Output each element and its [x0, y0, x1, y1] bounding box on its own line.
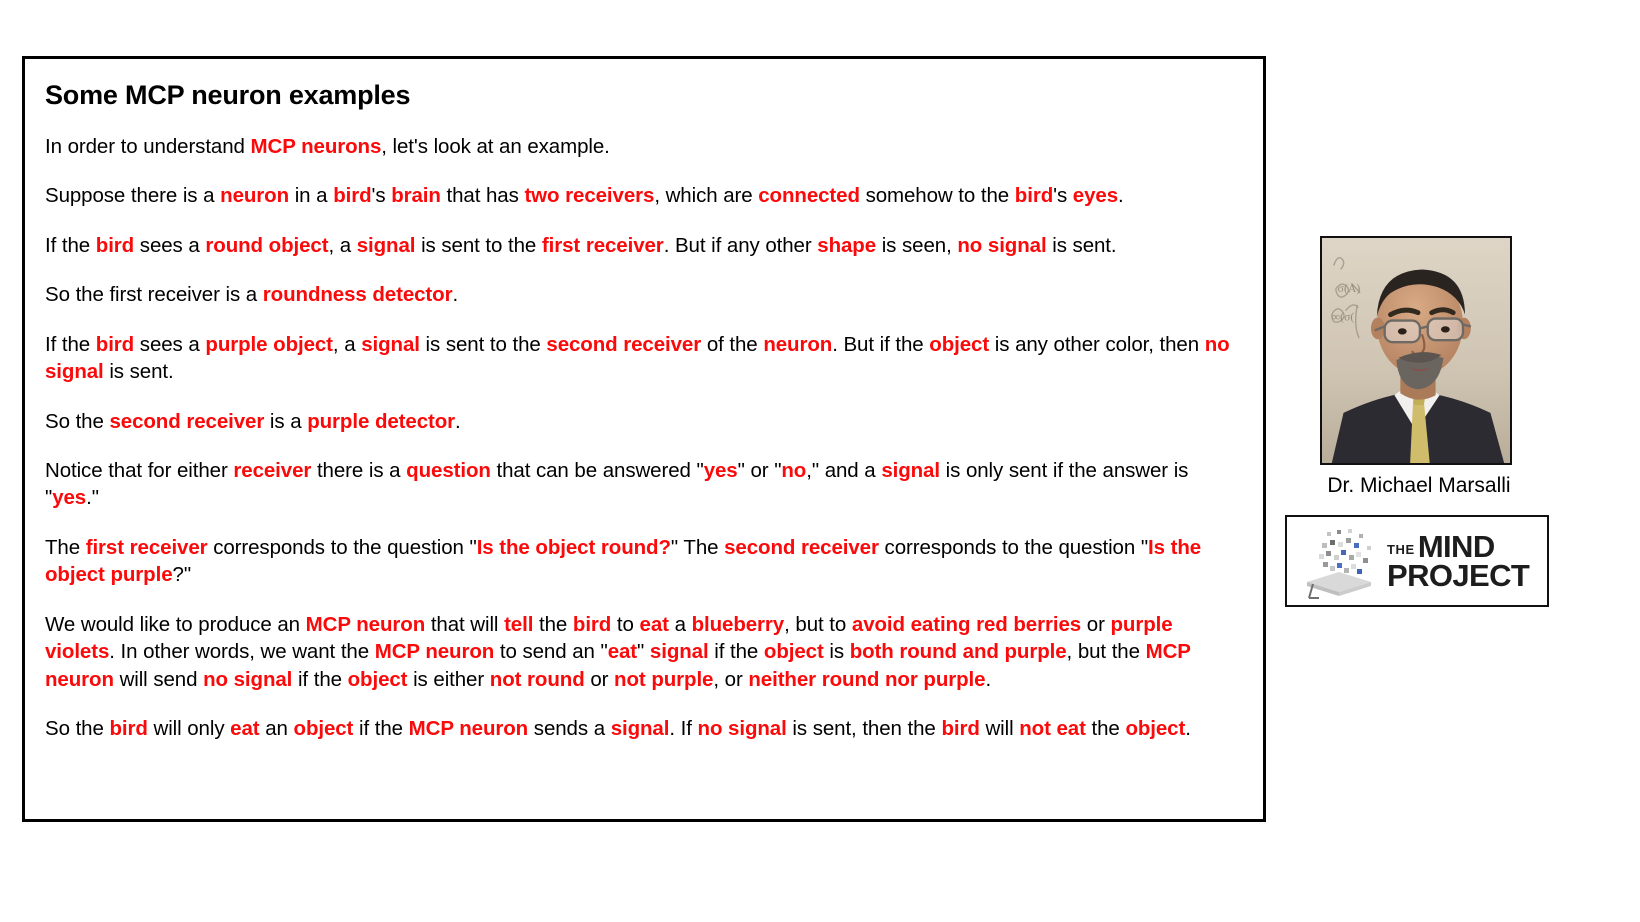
highlighted-term: second receiver	[724, 535, 879, 559]
body-text: "	[637, 640, 650, 664]
highlighted-term: roundness detector	[262, 283, 453, 307]
paragraph	[45, 182, 1243, 209]
body-text: In order to understand	[45, 134, 251, 158]
highlighted-term: no signal	[697, 717, 787, 741]
body-text: there is a	[311, 458, 407, 482]
highlighted-term: neuron	[763, 332, 833, 356]
highlighted-term: purple violets	[45, 612, 1173, 664]
body-text: will only	[147, 717, 231, 741]
body-text: We would like to produce an	[45, 612, 306, 636]
body-text: is sent.	[103, 360, 174, 384]
body-text: if the	[292, 667, 348, 691]
body-text: , which are	[654, 184, 759, 208]
highlighted-term: eat	[607, 640, 638, 664]
body-text: that will	[425, 612, 505, 636]
portrait-photo-icon	[1322, 238, 1510, 463]
svg-text:σ(A): σ(A)	[1337, 282, 1361, 296]
highlighted-term: MCP neuron	[45, 640, 1191, 691]
body-text: .	[1185, 717, 1191, 741]
pixel-burst-logo-icon	[1293, 522, 1385, 600]
mind-project-logo	[1285, 515, 1549, 607]
body-text: sends a	[528, 717, 611, 741]
highlighted-term: MCP neuron	[305, 612, 426, 636]
highlighted-term: brain	[391, 184, 441, 208]
highlighted-term: receiver	[233, 458, 312, 482]
body-text: will	[979, 717, 1020, 741]
logo-project-text: PROJECT	[1387, 558, 1530, 593]
highlighted-term: MCP neurons	[250, 134, 382, 158]
body-text: .	[455, 409, 461, 433]
body-text: will send	[113, 667, 204, 691]
highlighted-term: Is the object round?	[476, 535, 671, 559]
body-text: . But if the	[832, 332, 930, 356]
highlighted-term: eyes	[1072, 184, 1119, 208]
body-text: So the	[45, 717, 110, 741]
highlighted-term: object	[293, 717, 354, 741]
body-text: Suppose there is a	[45, 184, 221, 208]
highlighted-term: purple detector	[307, 409, 456, 433]
body-text: that has	[440, 184, 525, 208]
body-text: corresponds to the question "	[207, 535, 477, 559]
body-text: .	[452, 283, 459, 307]
highlighted-term: two receivers	[524, 184, 655, 208]
body-text: , or	[713, 667, 749, 691]
body-text: is any other color, then	[989, 332, 1205, 356]
body-text: of the	[701, 332, 764, 356]
highlighted-term: bird	[95, 332, 135, 356]
body-text: 's	[371, 184, 392, 208]
body-text: sees a	[134, 332, 206, 356]
highlighted-term: object	[347, 667, 408, 691]
highlighted-term: no signal	[957, 233, 1047, 257]
highlighted-term: signal	[649, 640, 709, 664]
body-text: the	[533, 612, 573, 636]
body-text: ?"	[172, 563, 191, 587]
highlighted-term: yes	[703, 458, 738, 482]
body-text: the	[1085, 717, 1126, 741]
body-text: to	[611, 612, 640, 636]
body-text: If the	[45, 233, 96, 257]
svg-text:∞(σ(: ∞(σ(	[1331, 310, 1355, 324]
highlighted-term: signal	[610, 717, 670, 741]
body-text: is sent.	[1046, 233, 1117, 257]
highlighted-term: Is the object purple	[45, 535, 1202, 587]
highlighted-term: bird	[572, 612, 612, 636]
logo-wordmark	[1385, 528, 1547, 593]
paragraph	[45, 457, 1243, 512]
highlighted-term: bird	[941, 717, 980, 741]
body-text: is	[823, 640, 850, 664]
body-text: , but to	[784, 612, 852, 636]
body-text: , but the	[1066, 640, 1146, 664]
body-text: an	[259, 717, 294, 741]
highlighted-term: not round	[489, 667, 585, 691]
highlighted-term: bird	[1014, 184, 1054, 208]
logo-the-text: THE	[1387, 541, 1415, 557]
highlighted-term: no	[781, 458, 807, 482]
highlighted-term: bird	[109, 717, 148, 741]
body-text: If the	[45, 332, 96, 356]
body-text: if the	[353, 717, 409, 741]
sidebar	[1284, 236, 1584, 607]
highlighted-term: second receiver	[109, 409, 265, 433]
body-text: or	[584, 667, 615, 691]
highlighted-term: no signal	[45, 332, 1230, 384]
body-text: is sent to the	[419, 332, 547, 356]
highlighted-term: neuron	[220, 184, 290, 208]
highlighted-term: MCP neuron	[408, 717, 529, 741]
body-text: , a	[332, 332, 362, 356]
highlighted-term: object	[763, 640, 824, 664]
body-text: is either	[407, 667, 490, 691]
body-text: .	[1118, 184, 1124, 208]
highlighted-term: question	[406, 458, 491, 482]
body-text: in a	[289, 184, 334, 208]
highlighted-term: neither round nor purple	[748, 667, 986, 691]
body-text: a	[668, 612, 692, 636]
body-text: . In other words, we want the	[109, 640, 375, 664]
highlighted-term: avoid eating red berries	[851, 612, 1082, 636]
highlighted-term: shape	[817, 233, 877, 257]
body-text: is sent to the	[415, 233, 542, 257]
portrait-photo	[1320, 236, 1512, 465]
body-text: The	[45, 535, 86, 559]
body-text: is a	[264, 409, 308, 433]
highlighted-term: not eat	[1019, 717, 1086, 741]
body-text: that can be answered "	[490, 458, 704, 482]
body-text: ."	[86, 486, 99, 510]
paragraph-list	[45, 133, 1243, 743]
body-text: to send an "	[494, 640, 608, 664]
highlighted-term: eat	[230, 717, 260, 741]
body-text: 's	[1053, 184, 1073, 208]
body-text: .	[985, 667, 992, 691]
highlighted-term: not purple	[614, 667, 714, 691]
paragraph	[45, 281, 1243, 308]
highlighted-term: eat	[639, 612, 669, 636]
paragraph	[45, 534, 1243, 589]
highlighted-term: no signal	[203, 667, 293, 691]
highlighted-term: both round and purple	[849, 640, 1067, 664]
body-text: corresponds to the question "	[878, 535, 1149, 559]
paragraph	[45, 133, 1243, 160]
body-text: is sent, then the	[786, 717, 942, 741]
body-text: Notice that for either	[45, 458, 234, 482]
body-text: ," and a	[806, 458, 882, 482]
highlighted-term: object	[929, 332, 990, 356]
body-text: if the	[708, 640, 764, 664]
highlighted-term: first receiver	[541, 233, 664, 257]
body-text: sees a	[134, 233, 206, 257]
highlighted-term: MCP neuron	[374, 640, 495, 664]
paragraph	[45, 232, 1243, 259]
body-text: , let's look at an example.	[381, 134, 610, 158]
body-text: " or "	[737, 458, 782, 482]
paragraph	[45, 611, 1243, 693]
paragraph	[45, 715, 1243, 742]
highlighted-term: blueberry	[691, 612, 785, 636]
body-text: " The	[670, 535, 725, 559]
body-text: somehow to the	[859, 184, 1015, 208]
highlighted-term: second receiver	[546, 332, 702, 356]
body-text: is only sent if the answer is "	[45, 458, 1189, 510]
body-text: . But if any other	[663, 233, 818, 257]
slide-content-panel	[22, 56, 1266, 822]
highlighted-term: first receiver	[85, 535, 208, 559]
paragraph	[45, 408, 1243, 435]
body-text: So the first receiver is a	[45, 283, 263, 307]
highlighted-term: object	[1125, 717, 1186, 741]
body-text: . If	[669, 717, 698, 741]
highlighted-term: purple object	[205, 332, 333, 356]
highlighted-term: bird	[333, 184, 372, 208]
body-text: or	[1081, 612, 1111, 636]
highlighted-term: bird	[95, 233, 135, 257]
highlighted-term: signal	[881, 458, 940, 482]
highlighted-term: connected	[758, 184, 860, 208]
highlighted-term: yes	[52, 486, 87, 510]
paragraph	[45, 331, 1243, 386]
highlighted-term: round object	[205, 233, 329, 257]
highlighted-term: tell	[504, 612, 534, 636]
logo-mind-text: MIND	[1417, 528, 1495, 564]
body-text: So the	[45, 409, 110, 433]
body-text: , a	[328, 233, 357, 257]
highlighted-term: signal	[356, 233, 416, 257]
highlighted-term: signal	[361, 332, 420, 356]
page-title: Some MCP neuron examples	[45, 80, 411, 110]
portrait-caption: Dr. Michael Marsalli	[1327, 474, 1511, 497]
body-text: is seen,	[876, 233, 958, 257]
